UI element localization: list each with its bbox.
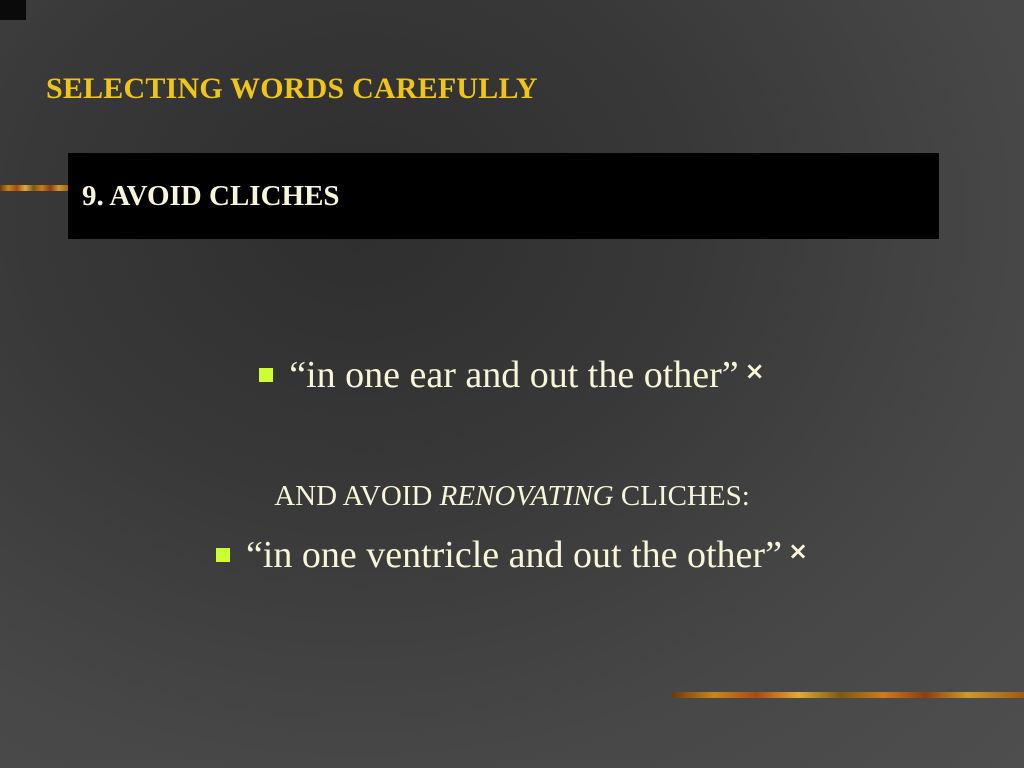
x-mark-icon: × [787,537,809,565]
bullet-item [0,533,1024,577]
slide-title: SELECTING WORDS CAREFULLY [46,72,538,105]
accent-strip-left [0,185,70,191]
bullet-item [0,353,1024,397]
accent-strip-right [672,692,1024,698]
note-suffix: CLICHES: [613,480,750,512]
subtitle-box [68,153,939,239]
bullet-square-icon [216,548,230,562]
note-emphasis: RENOVATING [439,480,614,512]
note-prefix: AND AVOID [274,480,440,512]
renovating-note [0,480,1024,513]
bullet-text: “in one ventricle and out the other” [245,534,782,576]
subtitle-text: 9. AVOID CLICHES [82,180,340,212]
bullet-text: “in one ear and out the other” [289,354,739,396]
x-mark-icon: × [744,357,765,385]
bullet-square-icon [259,368,273,382]
corner-mark [0,0,26,20]
